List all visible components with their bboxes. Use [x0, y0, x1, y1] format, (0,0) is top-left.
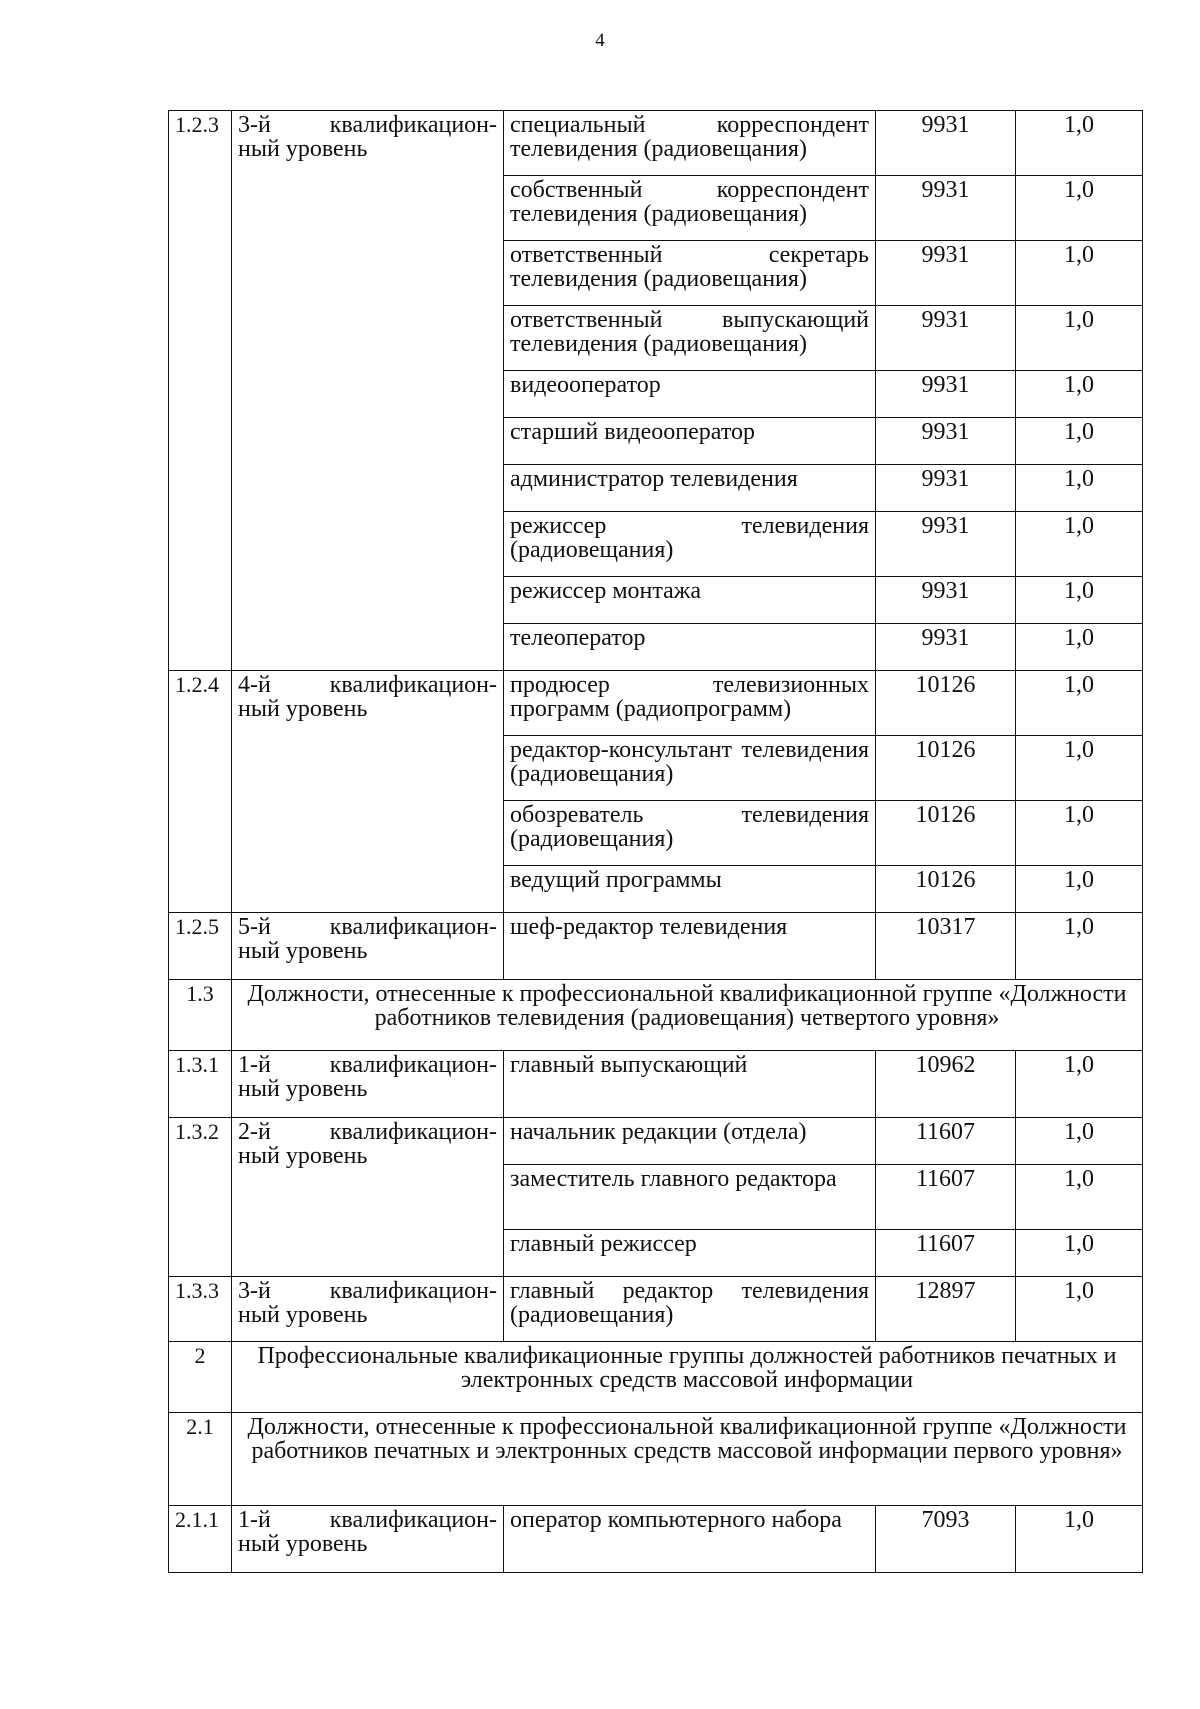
position-name: телеоператор [504, 624, 876, 671]
salary-value: 11607 [876, 1118, 1016, 1165]
coefficient-value: 1,0 [1016, 1230, 1143, 1277]
position-name: обозреватель телевидения (радиовещания) [504, 801, 876, 866]
section-heading: Профессиональные квалификационные группы должностей работников печатных и электронных средств массовой информации [232, 1342, 1143, 1413]
salary-value: 9931 [876, 577, 1016, 624]
salary-table [168, 110, 1143, 1573]
coefficient-value: 1,0 [1016, 866, 1143, 913]
position-name: специальный корреспондент телевидения (радиовещания) [504, 111, 876, 176]
salary-value: 9931 [876, 111, 1016, 176]
salary-value: 9931 [876, 176, 1016, 241]
salary-value: 9931 [876, 512, 1016, 577]
salary-value: 9931 [876, 418, 1016, 465]
coefficient-value: 1,0 [1016, 671, 1143, 736]
section-heading: Должности, отнесенные к профессиональной квалификационной группе «Должности работников печатных и электронных средств массовой информации первого уровня» [232, 1413, 1143, 1506]
coefficient-value: 1,0 [1016, 371, 1143, 418]
coefficient-value: 1,0 [1016, 176, 1143, 241]
row-code: 1.3.3 [169, 1277, 232, 1342]
position-name: оператор компьютерного набора [504, 1506, 876, 1573]
position-name: главный режиссер [504, 1230, 876, 1277]
position-name: начальник редакции (отдела) [504, 1118, 876, 1165]
row-code: 2 [169, 1342, 232, 1413]
coefficient-value: 1,0 [1016, 512, 1143, 577]
coefficient-value: 1,0 [1016, 306, 1143, 371]
salary-value: 9931 [876, 306, 1016, 371]
coefficient-value: 1,0 [1016, 1118, 1143, 1165]
row-code: 1.2.5 [169, 913, 232, 980]
position-name: ответственный секретарь телевидения (радиовещания) [504, 241, 876, 306]
table-row [169, 1506, 1143, 1573]
qualification-level: 3-й квалификацион- ный уровень [232, 111, 504, 671]
coefficient-value: 1,0 [1016, 418, 1143, 465]
position-name: видеооператор [504, 371, 876, 418]
salary-value: 9931 [876, 371, 1016, 418]
salary-value: 9931 [876, 465, 1016, 512]
qualification-level: 5-й квалификацион- ный уровень [232, 913, 504, 980]
row-code: 1.3.1 [169, 1051, 232, 1118]
coefficient-value: 1,0 [1016, 1277, 1143, 1342]
salary-value: 11607 [876, 1230, 1016, 1277]
salary-value: 10126 [876, 736, 1016, 801]
row-code: 1.2.4 [169, 671, 232, 913]
position-name: администратор телевидения [504, 465, 876, 512]
table-row [169, 1051, 1143, 1118]
row-code: 1.3.2 [169, 1118, 232, 1277]
salary-value: 9931 [876, 624, 1016, 671]
salary-value: 10126 [876, 671, 1016, 736]
salary-value: 12897 [876, 1277, 1016, 1342]
position-name: ответственный выпускающий телевидения (радиовещания) [504, 306, 876, 371]
coefficient-value: 1,0 [1016, 465, 1143, 512]
salary-value: 10962 [876, 1051, 1016, 1118]
row-code: 1.3 [169, 980, 232, 1051]
position-name: собственный корреспондент телевидения (радиовещания) [504, 176, 876, 241]
coefficient-value: 1,0 [1016, 1165, 1143, 1230]
position-name: режиссер телевидения (радиовещания) [504, 512, 876, 577]
salary-value: 9931 [876, 241, 1016, 306]
coefficient-value: 1,0 [1016, 913, 1143, 980]
coefficient-value: 1,0 [1016, 1051, 1143, 1118]
salary-value: 10317 [876, 913, 1016, 980]
position-name: ведущий программы [504, 866, 876, 913]
section-heading-row [169, 1413, 1143, 1506]
table-row [169, 111, 1143, 176]
qualification-level: 1-й квалификацион- ный уровень [232, 1506, 504, 1573]
qualification-level: 3-й квалификацион- ный уровень [232, 1277, 504, 1342]
qualification-level: 1-й квалификацион- ный уровень [232, 1051, 504, 1118]
coefficient-value: 1,0 [1016, 577, 1143, 624]
row-code: 1.2.3 [169, 111, 232, 671]
table-row [169, 1118, 1143, 1165]
qualification-level: 4-й квалификацион- ный уровень [232, 671, 504, 913]
row-code: 2.1.1 [169, 1506, 232, 1573]
coefficient-value: 1,0 [1016, 624, 1143, 671]
position-name: редактор-консультант телевидения (радиовещания) [504, 736, 876, 801]
section-heading-row [169, 1342, 1143, 1413]
table-row [169, 1277, 1143, 1342]
position-name: главный редактор телевидения (радиовещания) [504, 1277, 876, 1342]
coefficient-value: 1,0 [1016, 111, 1143, 176]
salary-value: 10126 [876, 801, 1016, 866]
position-name: режиссер монтажа [504, 577, 876, 624]
section-heading-row [169, 980, 1143, 1051]
page-number: 4 [595, 30, 605, 51]
position-name: шеф-редактор телевидения [504, 913, 876, 980]
position-name: заместитель главного редактора [504, 1165, 876, 1230]
position-name: главный выпускающий [504, 1051, 876, 1118]
salary-value: 7093 [876, 1506, 1016, 1573]
section-heading: Должности, отнесенные к профессиональной квалификационной группе «Должности работников телевидения (радиовещания) четвертого уровня» [232, 980, 1143, 1051]
table-row [169, 913, 1143, 980]
salary-value: 10126 [876, 866, 1016, 913]
coefficient-value: 1,0 [1016, 801, 1143, 866]
salary-value: 11607 [876, 1165, 1016, 1230]
row-code: 2.1 [169, 1413, 232, 1506]
coefficient-value: 1,0 [1016, 241, 1143, 306]
position-name: продюсер телевизионных программ (радиопрограмм) [504, 671, 876, 736]
coefficient-value: 1,0 [1016, 1506, 1143, 1573]
coefficient-value: 1,0 [1016, 736, 1143, 801]
qualification-level: 2-й квалификацион- ный уровень [232, 1118, 504, 1277]
table-row [169, 671, 1143, 736]
position-name: старший видеооператор [504, 418, 876, 465]
